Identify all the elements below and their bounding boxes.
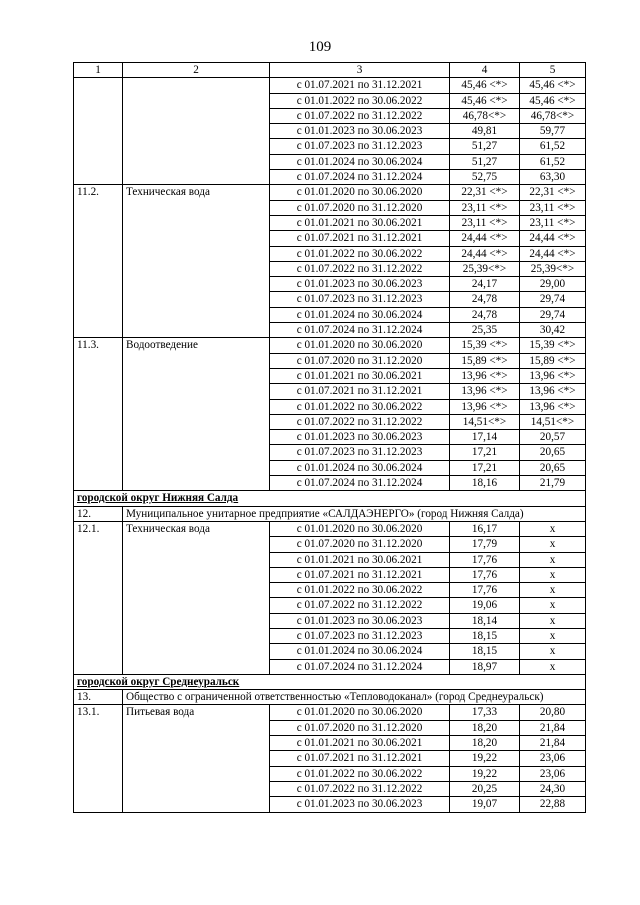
period-cell: с 01.01.2023 по 30.06.2023 — [270, 124, 450, 139]
tariff-cell: 25,35 — [450, 323, 520, 338]
tariff-cell: 46,78<*> — [450, 108, 520, 123]
tariff-vat-cell: 61,52 — [520, 139, 586, 154]
tariff-vat-cell: х — [520, 583, 586, 598]
tariff-cell: 17,76 — [450, 552, 520, 567]
tariff-vat-cell: 22,31 <*> — [520, 185, 586, 200]
tariff-vat-cell: 46,78<*> — [520, 108, 586, 123]
period-cell: с 01.07.2024 по 31.12.2024 — [270, 323, 450, 338]
tariff-vat-cell: 21,84 — [520, 736, 586, 751]
tariff-cell: 18,97 — [450, 659, 520, 674]
tariff-cell: 13,96 <*> — [450, 399, 520, 414]
tariff-vat-cell: 59,77 — [520, 124, 586, 139]
period-cell: с 01.01.2022 по 30.06.2022 — [270, 246, 450, 261]
tariff-vat-cell: 45,46 <*> — [520, 78, 586, 93]
tariff-vat-cell: 24,44 <*> — [520, 231, 586, 246]
tariff-vat-cell: х — [520, 537, 586, 552]
period-cell: с 01.07.2024 по 31.12.2024 — [270, 170, 450, 185]
tariff-vat-cell: 45,46 <*> — [520, 93, 586, 108]
period-cell: с 01.01.2021 по 30.06.2021 — [270, 215, 450, 230]
tariff-cell: 15,89 <*> — [450, 353, 520, 368]
period-cell: с 01.07.2020 по 31.12.2020 — [270, 353, 450, 368]
tariff-vat-cell: 29,74 — [520, 292, 586, 307]
header-cell: 4 — [450, 63, 520, 78]
header-cell: 2 — [123, 63, 270, 78]
organization-name: Общество с ограниченной ответственностью «Тепловодоканал» (город Среднеуральск) — [123, 690, 586, 705]
tariff-cell: 17,21 — [450, 460, 520, 475]
tariff-vat-cell: 21,79 — [520, 476, 586, 491]
section-title: городской округ Среднеуральск — [74, 674, 586, 689]
tariff-cell: 51,27 — [450, 154, 520, 169]
period-cell: с 01.01.2024 по 30.06.2024 — [270, 154, 450, 169]
tariff-vat-cell: 15,89 <*> — [520, 353, 586, 368]
section-row — [74, 491, 586, 506]
table-row — [74, 78, 586, 93]
period-cell: с 01.01.2020 по 30.06.2020 — [270, 705, 450, 720]
tariff-cell: 24,17 — [450, 277, 520, 292]
tariff-cell: 20,25 — [450, 781, 520, 796]
item-number: 12. — [74, 506, 123, 521]
table-row — [74, 185, 586, 200]
header-cell: 3 — [270, 63, 450, 78]
period-cell: с 01.07.2022 по 31.12.2022 — [270, 261, 450, 276]
tariff-vat-cell: 29,00 — [520, 277, 586, 292]
tariff-cell: 14,51<*> — [450, 414, 520, 429]
tariff-table — [73, 62, 586, 813]
tariff-cell: 19,07 — [450, 797, 520, 812]
tariff-cell: 17,33 — [450, 705, 520, 720]
tariff-vat-cell: 23,11 <*> — [520, 215, 586, 230]
item-name: Водоотведение — [123, 338, 270, 491]
period-cell: с 01.07.2023 по 31.12.2023 — [270, 292, 450, 307]
period-cell: с 01.07.2022 по 31.12.2022 — [270, 598, 450, 613]
tariff-vat-cell: 61,52 — [520, 154, 586, 169]
tariff-vat-cell: 30,42 — [520, 323, 586, 338]
tariff-vat-cell: х — [520, 644, 586, 659]
tariff-vat-cell: 23,11 <*> — [520, 200, 586, 215]
period-cell: с 01.07.2021 по 31.12.2021 — [270, 231, 450, 246]
period-cell: с 01.01.2023 по 30.06.2023 — [270, 430, 450, 445]
tariff-vat-cell: 13,96 <*> — [520, 399, 586, 414]
tariff-cell: 19,22 — [450, 751, 520, 766]
period-cell: с 01.01.2023 по 30.06.2023 — [270, 797, 450, 812]
item-number: 13. — [74, 690, 123, 705]
header-row — [74, 63, 586, 78]
organization-row — [74, 506, 586, 521]
tariff-vat-cell: 13,96 <*> — [520, 384, 586, 399]
period-cell: с 01.01.2022 по 30.06.2022 — [270, 583, 450, 598]
period-cell: с 01.07.2021 по 31.12.2021 — [270, 751, 450, 766]
tariff-vat-cell: х — [520, 567, 586, 582]
period-cell: с 01.01.2024 по 30.06.2024 — [270, 307, 450, 322]
tariff-cell: 18,15 — [450, 644, 520, 659]
period-cell: с 01.07.2021 по 31.12.2021 — [270, 78, 450, 93]
table-row — [74, 705, 586, 720]
tariff-cell: 13,96 <*> — [450, 368, 520, 383]
tariff-vat-cell: 14,51<*> — [520, 414, 586, 429]
tariff-vat-cell: 29,74 — [520, 307, 586, 322]
table-row — [74, 521, 586, 536]
period-cell: с 01.01.2022 по 30.06.2022 — [270, 93, 450, 108]
tariff-cell: 52,75 — [450, 170, 520, 185]
tariff-vat-cell: 20,65 — [520, 445, 586, 460]
header-cell: 5 — [520, 63, 586, 78]
section-title: городской округ Нижняя Салда — [74, 491, 586, 506]
period-cell: с 01.01.2022 по 30.06.2022 — [270, 399, 450, 414]
period-cell: с 01.01.2020 по 30.06.2020 — [270, 521, 450, 536]
tariff-cell: 24,78 — [450, 292, 520, 307]
tariff-cell: 18,20 — [450, 720, 520, 735]
period-cell: с 01.07.2020 по 31.12.2020 — [270, 200, 450, 215]
item-number — [74, 78, 123, 185]
header-cell: 1 — [74, 63, 123, 78]
tariff-cell: 22,31 <*> — [450, 185, 520, 200]
period-cell: с 01.07.2021 по 31.12.2021 — [270, 567, 450, 582]
table-row — [74, 338, 586, 353]
tariff-cell: 49,81 — [450, 124, 520, 139]
period-cell: с 01.07.2023 по 31.12.2023 — [270, 139, 450, 154]
period-cell: с 01.01.2021 по 30.06.2021 — [270, 368, 450, 383]
tariff-cell: 24,44 <*> — [450, 231, 520, 246]
item-name: Техническая вода — [123, 521, 270, 674]
period-cell: с 01.07.2023 по 31.12.2023 — [270, 445, 450, 460]
tariff-vat-cell: 24,30 — [520, 781, 586, 796]
tariff-cell: 18,14 — [450, 613, 520, 628]
tariff-cell: 17,14 — [450, 430, 520, 445]
period-cell: с 01.01.2023 по 30.06.2023 — [270, 277, 450, 292]
period-cell: с 01.01.2024 по 30.06.2024 — [270, 644, 450, 659]
tariff-cell: 24,78 — [450, 307, 520, 322]
period-cell: с 01.07.2022 по 31.12.2022 — [270, 414, 450, 429]
tariff-vat-cell: 24,44 <*> — [520, 246, 586, 261]
period-cell: с 01.01.2020 по 30.06.2020 — [270, 185, 450, 200]
period-cell: с 01.01.2022 по 30.06.2022 — [270, 766, 450, 781]
page-number: 109 — [308, 39, 332, 55]
tariff-vat-cell: 63,30 — [520, 170, 586, 185]
period-cell: с 01.07.2020 по 31.12.2020 — [270, 720, 450, 735]
tariff-vat-cell: х — [520, 598, 586, 613]
item-name: Питьевая вода — [123, 705, 270, 812]
period-cell: с 01.01.2020 по 30.06.2020 — [270, 338, 450, 353]
tariff-vat-cell: 15,39 <*> — [520, 338, 586, 353]
tariff-cell: 17,79 — [450, 537, 520, 552]
tariff-vat-cell: 13,96 <*> — [520, 368, 586, 383]
tariff-cell: 18,20 — [450, 736, 520, 751]
period-cell: с 01.01.2021 по 30.06.2021 — [270, 736, 450, 751]
tariff-cell: 18,15 — [450, 628, 520, 643]
period-cell: с 01.07.2020 по 31.12.2020 — [270, 537, 450, 552]
tariff-cell: 23,11 <*> — [450, 215, 520, 230]
tariff-vat-cell: 23,06 — [520, 751, 586, 766]
tariff-cell: 16,17 — [450, 521, 520, 536]
tariff-cell: 23,11 <*> — [450, 200, 520, 215]
tariff-cell: 45,46 <*> — [450, 93, 520, 108]
period-cell: с 01.07.2022 по 31.12.2022 — [270, 108, 450, 123]
item-number: 12.1. — [74, 521, 123, 674]
tariff-cell: 15,39 <*> — [450, 338, 520, 353]
tariff-vat-cell: 25,39<*> — [520, 261, 586, 276]
item-name: Техническая вода — [123, 185, 270, 338]
item-number: 13.1. — [74, 705, 123, 812]
tariff-cell: 51,27 — [450, 139, 520, 154]
tariff-cell: 17,76 — [450, 583, 520, 598]
tariff-vat-cell: х — [520, 613, 586, 628]
period-cell: с 01.07.2024 по 31.12.2024 — [270, 476, 450, 491]
tariff-cell: 13,96 <*> — [450, 384, 520, 399]
period-cell: с 01.07.2023 по 31.12.2023 — [270, 628, 450, 643]
tariff-vat-cell: 20,80 — [520, 705, 586, 720]
section-row — [74, 674, 586, 689]
period-cell: с 01.07.2021 по 31.12.2021 — [270, 384, 450, 399]
tariff-cell: 18,16 — [450, 476, 520, 491]
tariff-cell: 17,76 — [450, 567, 520, 582]
item-number: 11.2. — [74, 185, 123, 338]
organization-row — [74, 690, 586, 705]
tariff-vat-cell: 20,57 — [520, 430, 586, 445]
tariff-cell: 24,44 <*> — [450, 246, 520, 261]
period-cell: с 01.01.2021 по 30.06.2021 — [270, 552, 450, 567]
tariff-cell: 19,06 — [450, 598, 520, 613]
tariff-cell: 17,21 — [450, 445, 520, 460]
tariff-cell: 19,22 — [450, 766, 520, 781]
period-cell: с 01.07.2022 по 31.12.2022 — [270, 781, 450, 796]
tariff-vat-cell: х — [520, 659, 586, 674]
organization-name: Муниципальное унитарное предприятие «САЛДАЭНЕРГО» (город Нижняя Салда) — [123, 506, 586, 521]
period-cell: с 01.01.2024 по 30.06.2024 — [270, 460, 450, 475]
tariff-vat-cell: х — [520, 521, 586, 536]
period-cell: с 01.07.2024 по 31.12.2024 — [270, 659, 450, 674]
period-cell: с 01.01.2023 по 30.06.2023 — [270, 613, 450, 628]
item-number: 11.3. — [74, 338, 123, 491]
tariff-vat-cell: 21,84 — [520, 720, 586, 735]
tariff-vat-cell: х — [520, 628, 586, 643]
tariff-vat-cell: 22,88 — [520, 797, 586, 812]
tariff-vat-cell: 23,06 — [520, 766, 586, 781]
item-name — [123, 78, 270, 185]
tariff-cell: 25,39<*> — [450, 261, 520, 276]
tariff-cell: 45,46 <*> — [450, 78, 520, 93]
tariff-vat-cell: х — [520, 552, 586, 567]
tariff-vat-cell: 20,65 — [520, 460, 586, 475]
